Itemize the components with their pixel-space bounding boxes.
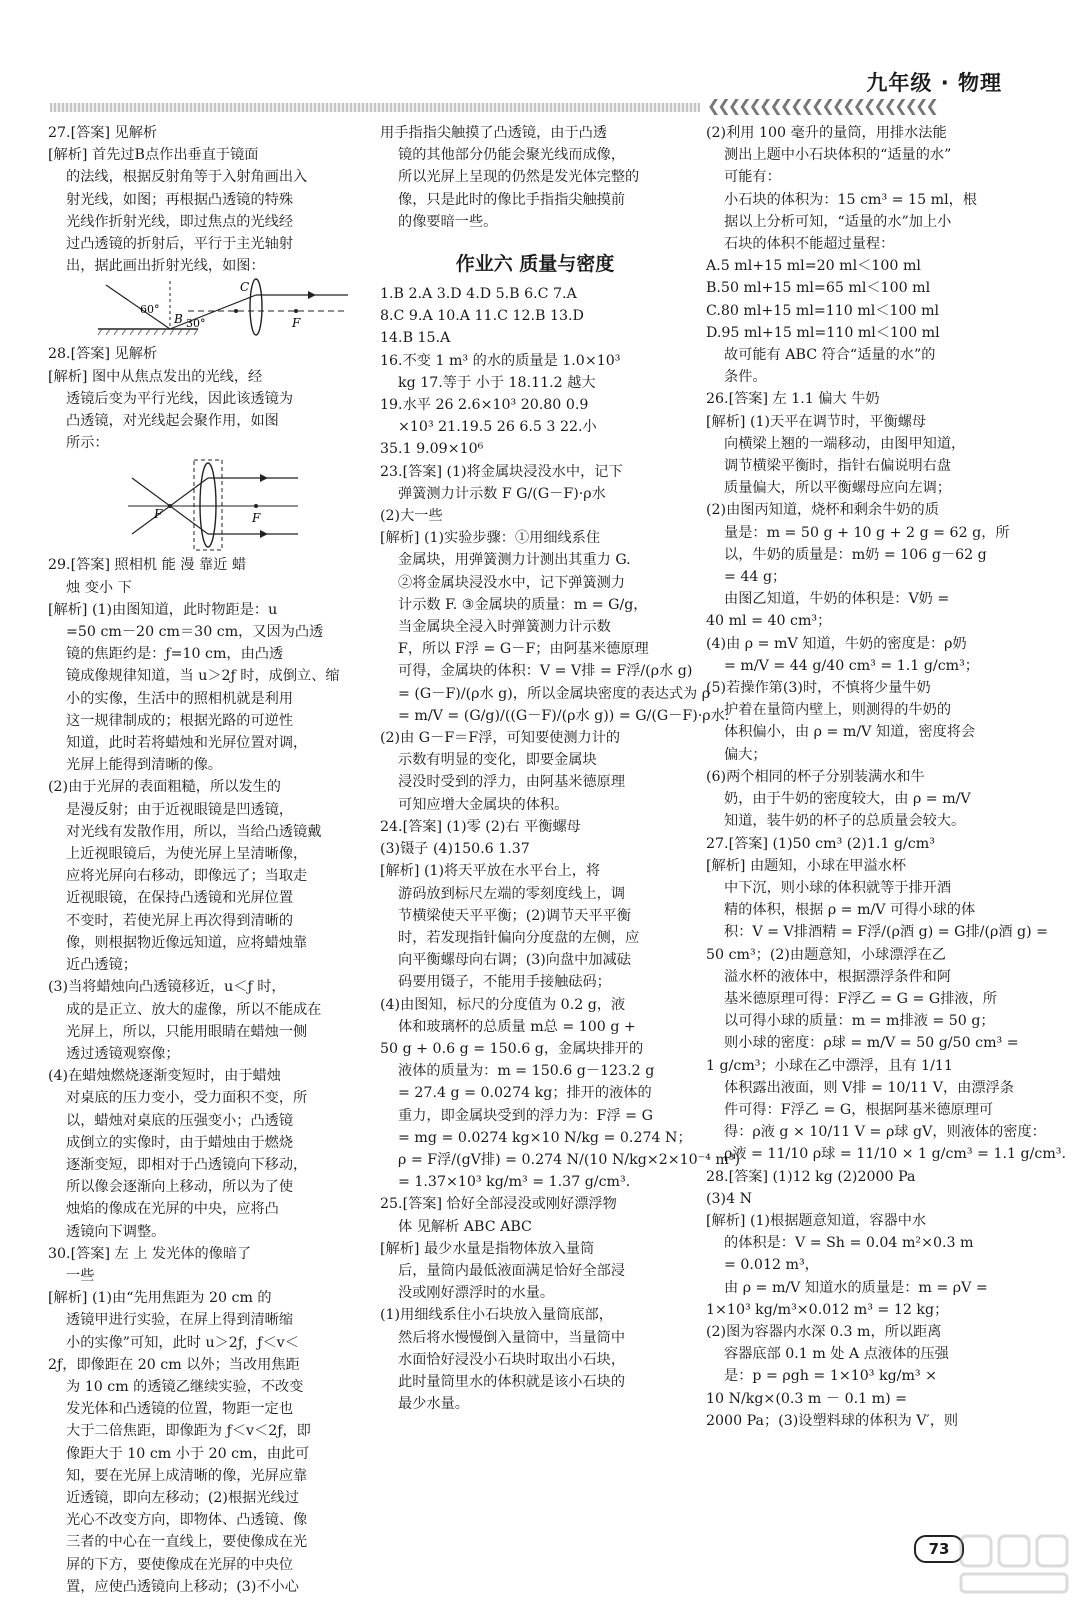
text-line: 近凸透镜； [66,957,137,974]
text-line: 不变时，若使光屏上再次得到清晰的 [66,912,294,929]
text-line: 23.[答案] (1)将金属块浸没水中，记下 [380,463,623,480]
text-line: 镜的其他部分仍能会聚光线而成像， [398,147,626,164]
text-line: 小的实像”可知，此时 u＞2ƒ，ƒ＜v＜ [66,1334,299,1351]
text-line: 条件。 [724,369,767,386]
multiple-choice-answers [380,283,690,350]
text-line: 上近视眼镜后，为使光屏上呈清晰像， [66,846,308,863]
text-line: [解析] (1)将天平放在水平台上，将 [380,863,601,880]
text-line: 屏的下方，要使像成在光屏的中央位 [66,1556,294,1573]
text-line: 示数有明显的变化，即要金属块 [398,752,597,769]
text-line: 所示： [66,435,109,452]
text-line: 用手指指尖触摸了凸透镜，由于凸透 [380,125,608,141]
text-line: [解析] 由题知，小球在甲溢水杯 [706,857,907,874]
text-line: 25.[答案] 恰好全部浸没或刚好漂浮物 [380,1196,617,1213]
text-line: 体积偏小，由 ρ = m/V 知道，密度将会 [724,724,976,741]
text-line: (2)利用 100 毫升的量筒，用排水法能 [706,125,947,141]
text-line: 当金属块全浸入时弹簧测力计示数 [398,619,611,636]
text-line: 是：p = ρgh = 1×10³ kg/m³ × [724,1368,937,1385]
text-line: (4)由 ρ = mV 知道，牛奶的密度是：ρ奶 [706,635,967,652]
text-line: 镜成像规律知道，当 u＞2ƒ 时，成倒立、缩 [66,668,340,685]
text-line: 以，蜡烛对桌底的压强变小；凸透镜 [66,1112,294,1129]
text-line: 逐渐变短，即相对于凸透镜向下移动， [66,1156,308,1173]
figure1-label-f: F [292,316,301,331]
answer-24 [380,816,741,1193]
answer-23 [380,461,730,816]
text-line: 光屏上，所以，只能用眼睛在蜡烛一侧 [66,1023,308,1040]
text-line: 重力，即金属块受到的浮力为：F浮 = G [398,1107,653,1124]
text-line: [解析] 首先过B点作出垂直于镜面 [48,147,259,164]
text-line: [解析] 最少水量是指物体放入量筒 [380,1240,595,1257]
text-line: 透镜向下调整。 [66,1223,166,1240]
text-line: 水面恰好浸没小石块时取出小石块， [398,1351,626,1368]
text-line: [解析] 图中从焦点发出的光线，经 [48,368,263,385]
text-line: 溢水杯的液体中，根据漂浮条件和阿 [724,968,952,985]
section-title: 作业六 质量与密度 [455,253,615,276]
text-line: ×10³ 21.19.5 26 6.5 3 22.小 [398,419,597,436]
text-line: 由 ρ = m/V 知道水的质量是：m = ρV = [724,1279,988,1296]
text-line: 近视眼镜，在保持凸透镜和光屏位置 [66,890,294,907]
text-line: 量是：m = 50 g + 10 g + 2 g = 62 g，所 [724,524,1010,541]
text-line: C.80 ml+15 ml=110 ml＜100 ml [706,302,940,319]
text-line: 50 cm³；(2)由题意知，小球漂浮在乙 [706,946,946,963]
text-line: 此时量筒里水的体积就是该小石块的 [398,1373,626,1390]
text-line: 所以光屏上呈现的仍然是发光体完整的 [398,169,640,186]
text-line: 26.[答案] 左 1.1 偏大 牛奶 [706,391,880,408]
text-line: 节横梁使天平平衡；(2)调节天平平衡 [398,907,631,924]
text-line: ②将金属块浸没水中，记下弹簧测力 [398,574,626,591]
text-line: (2)由于光屏的表面粗糙，所以发生的 [48,779,281,796]
text-line: 像距大于 10 cm 小于 20 cm，由此可 [66,1445,310,1462]
text-line: 24.[答案] (1)零 (2)右 平衡螺母 [380,818,581,835]
text-line: [解析] (1)由“先用焦距为 20 cm 的 [48,1290,272,1307]
text-line: 光屏上能得到清晰的像。 [66,757,223,774]
text-line: = 0.012 m³， [724,1257,819,1274]
text-line: 烛 变小 下 [66,579,132,596]
text-line: 为 10 cm 的透镜乙继续实验，不改变 [66,1378,304,1395]
figure1-label-c: C [240,280,250,295]
text-line: 对桌底的压力变小，受力面积不变，所 [66,1090,308,1107]
text-line: 由图乙知道，牛奶的体积是：V奶 = [724,591,950,608]
text-line: 后，量筒内最低液面满足恰好全部浸 [398,1262,626,1279]
text-line: 弹簧测力计示数 F G/(G－F)·ρ水 [398,485,606,502]
text-line: (3)4 N [706,1190,753,1207]
text-line: 1 g/cm³；小球在乙中漂浮，且有 1/11 [706,1057,953,1074]
text-line: 中下沉，则小球的体积就等于排开酒 [724,879,952,896]
text-line: 可知应增大金属块的体积。 [398,796,569,813]
answer-26 [706,388,1010,832]
text-line: 这一规律制成的；根据光路的可逆性 [66,712,294,729]
text-line: 则小球的密度：ρ球 = m/V = 50 g/50 cm³ = [724,1035,1019,1052]
text-line: 向横梁上翘的一端移动，由图甲知道， [724,435,966,452]
text-line: 向平衡螺母向右调；(3)向盘中加减砝 [398,952,631,969]
text-line: (2)大一些 [380,508,443,525]
text-line: A.5 ml+15 ml=20 ml＜100 ml [706,258,921,275]
figure1-angle-30: 30° [186,317,206,331]
text-line: = (G－F)/(ρ水 g)，所以金属块密度的表达式为 ρ [398,685,711,702]
figure1-label-b: B [174,312,183,327]
text-line: 小石块的体积为：15 cm³ = 15 ml，根 [724,191,977,208]
text-line: 码要用镊子，不能用手接触砝码； [398,974,611,991]
text-line: = mg = 0.0274 kg×10 N/kg = 0.274 N； [398,1129,692,1146]
text-line: 29.[答案] 照相机 能 漫 靠近 蜡 [48,557,247,574]
text-line: 16.不变 1 m³ 的水的质量是 1.0×10³ [380,352,621,369]
text-line: 50 g + 0.6 g = 150.6 g，金属块排开的 [380,1040,644,1057]
answer-25 [380,1193,690,1415]
text-line: 三者的中心在一直线上，要使像成在光 [66,1534,308,1551]
text-line: 凸透镜，对光线起会聚作用，如图 [66,413,279,430]
text-line: 近透镜，即向左移动；(2)根据光线过 [66,1489,299,1506]
text-line: 积：V = V排酒精 = F浮/(ρ酒 g) = G排/(ρ酒 g) = [724,924,1049,941]
text-line: 基米德原理可得：F浮乙 = G = G排液，所 [724,990,997,1007]
text-line: 10 N/kg×(0.3 m － 0.1 m) = [706,1390,908,1407]
text-line: [解析] (1)天平在调节时，平衡螺母 [706,413,927,430]
header-band [50,103,700,112]
text-line: 液体的质量为：m = 150.6 g－123.2 g [398,1063,655,1080]
text-line: 成的是正立、放大的虚像，所以不能成在 [66,1001,322,1018]
text-line: [解析] (1)根据题意知道，容器中水 [706,1212,927,1229]
text-line: 石块的体积不能超过量程： [724,236,895,253]
text-line: 可能有： [724,169,781,186]
text-line: = 44 g； [724,569,787,586]
text-line: 大于二倍焦距，即像距为 ƒ＜v＜2ƒ，即 [66,1423,311,1440]
text-line: F，所以 F浮 = G－F；由阿基米德原理 [398,641,649,658]
answer-27 [48,122,360,277]
text-line: 可得，金属块的体积：V = V排 = F浮/(ρ水 g) [398,663,693,680]
column-right [706,122,1066,1432]
text-line: 射光线，如图；再根据凸透镜的特殊 [66,191,294,208]
answer-27-density [706,833,1066,1166]
text-line: 得：ρ液 g × 10/11 V = ρ球 gV，则液体的密度： [724,1124,1046,1141]
text-line: 2ƒ，即像距在 20 cm 以外；当改用焦距 [48,1356,300,1373]
text-line: (2)由图丙知道，烧杯和剩余牛奶的质 [706,502,939,519]
text-line: 发光体和凸透镜的位置，物距一定也 [66,1401,294,1418]
text-line: 小的实像，生活中的照相机就是利用 [66,690,294,707]
text-line: 透过透镜观察像； [66,1045,180,1062]
text-line: 奶，由于牛奶的密度较大，由 ρ = m/V [724,791,971,808]
text-line: 透镜后变为平行光线，因此该透镜为 [66,390,294,407]
text-line: 的像要暗一些。 [398,213,498,230]
answer-25-continued [706,122,1006,388]
text-line: 知道，装牛奶的杯子的总质量会较大。 [724,813,966,830]
column-left [48,122,360,1598]
text-line: 一些 [66,1267,95,1284]
figure-reflection-refraction [48,277,360,343]
text-line: 精的体积，根据 ρ = m/V 可得小球的体 [724,902,976,919]
text-line: 过凸透镜的折射后，平行于主光轴射 [66,236,294,253]
text-line: 测出上题中小石块体积的“适量的水” [724,147,952,164]
text-line: 的体积是：V = Sh = 0.04 m²×0.3 m [724,1235,974,1252]
text-line: (6)两个相同的杯子分别装满水和牛 [706,768,925,785]
text-line: 光线作折射光线，即过焦点的光线经 [66,213,294,230]
text-line: 时，若发现指针偏向分度盘的左侧，应 [398,929,640,946]
text-line: 2000 Pa；(3)设塑料球的体积为 V′，则 [706,1412,959,1429]
text-line: 体积露出液面，则 V排 = 10/11 V，由漂浮条 [724,1079,1014,1096]
text-line: 容器底部 0.1 m 处 A 点液体的压强 [724,1346,949,1363]
text-line: [解析] (1)实验步骤：①用细线系住 [380,530,601,547]
text-line: ρ = F浮/(gV排) = 0.274 N/(10 N/kg×2×10⁻⁴ m³) [398,1151,741,1168]
text-line: 然后将水慢慢倒入量筒中，当量筒中 [398,1329,626,1346]
text-line: 1×10³ kg/m³×0.012 m³ = 12 kg； [706,1301,949,1318]
text-line: (5)若操作第(3)时，不慎将少量牛奶 [706,680,931,697]
text-line: 应将光屏向右移动，即像远了；当取走 [66,868,308,885]
text-line: kg 17.等于 小于 18.11.2 越大 [398,374,596,391]
text-line: 成倒立的实像时，由于蜡烛由于燃烧 [66,1134,294,1151]
text-line: 镜的焦距约是：ƒ=10 cm，由凸透 [66,646,284,663]
answer-29 [48,554,360,1242]
header-chevrons: ❮❮❮❮❮❮❮❮❮❮❮❮❮❮❮❮❮❮❮❮❮❮ [707,96,936,115]
text-line: 据以上分析可知，“适量的水”加上小 [724,213,952,230]
text-line: 烛焰的像成在光屏的中央，应将凸 [66,1201,279,1218]
page-number: 73 [914,1535,964,1563]
figure-convex-lens [48,454,360,554]
text-line: 光心不改变方向，即物体、凸透镜、像 [66,1512,308,1529]
text-line: 1.B 2.A 3.D 4.D 5.B 6.C 7.A [380,286,577,303]
text-line: 19.水平 26 2.6×10³ 20.80 0.9 [380,397,589,414]
text-line: B.50 ml+15 ml=65 ml＜100 ml [706,280,931,297]
text-line: = 1.37×10³ kg/m³ = 1.37 g/cm³. [398,1174,631,1191]
text-line: (3)镊子 (4)150.6 1.37 [380,841,530,858]
text-line: 知，要在光屏上成清晰的像，光屏应靠 [66,1467,308,1484]
text-line: 件可得：F浮乙 = G，根据阿基米德原理可 [724,1101,994,1118]
answer-28-pressure [706,1166,1006,1432]
text-line: [解析] (1)由图知道，此时物距是：u [48,601,278,618]
answer-30 [48,1243,360,1598]
text-line: 调节横梁平衡时，指针右偏说明右盘 [724,458,952,475]
text-line: 28.[答案] (1)12 kg (2)2000 Pa [706,1168,916,1185]
header-title: 九年级 · 物理 [866,71,1002,95]
text-line: 以可得小球的质量：m = m排液 = 50 g； [724,1013,995,1030]
text-line: 没或刚好漂浮时的水量。 [398,1285,555,1302]
text-line: 27.[答案] (1)50 cm³ (2)1.1 g/cm³ [706,835,935,852]
text-line: 金属块，用弹簧测力计测出其重力 G. [398,552,631,569]
text-line: 以，牛奶的质量是：m奶 = 106 g－62 g [724,546,987,563]
text-line: 知道，此时若将蜡烛和光屏位置对调， [66,735,308,752]
text-line: 40 ml = 40 cm³； [706,613,832,630]
text-line: 体和玻璃杯的总质量 m总 = 100 g + [398,1018,636,1035]
text-line: 28.[答案] 见解析 [48,346,158,363]
text-line: 出，据此画出折射光线，如图： [66,258,265,275]
fill-blank-answers [380,350,690,461]
text-line: 对光线有发散作用，所以，当给凸透镜戴 [66,823,322,840]
text-line: 游码放到标尺左端的零刻度线上，调 [398,885,626,902]
text-line: 最少水量。 [398,1396,469,1413]
text-line: 的法线，根据反射角等于入射角画出入 [66,169,308,186]
text-line: 透镜甲进行实验，在屏上得到清晰缩 [66,1312,294,1329]
answer-28 [48,343,360,454]
text-line: (1)用细线系住小石块放入量筒底部， [380,1307,613,1324]
text-line: 置，应使凸透镜向上移动；(3)不小心 [66,1578,299,1595]
text-line: (4)由图知，标尺的分度值为 0.2 g，液 [380,996,626,1013]
text-line: 14.B 15.A [380,330,451,347]
text-line: =50 cm－20 cm＝30 cm，又因为凸透 [66,624,324,641]
figure2-label-f-left: F [154,507,163,522]
text-line: 35.1 9.09×10⁶ [380,441,484,458]
text-line: 故可能有 ABC 符合“适量的水”的 [724,347,936,364]
text-line: (3)当将蜡烛向凸透镜移近，u＜ƒ 时， [48,979,286,996]
text-line: = m/V = (G/g)/((G－F)/(ρ水 g)) = G/(G－F)·ρ水. [398,707,730,724]
text-line: 计示数 F. ③金属块的质量：m = G/g， [398,596,648,613]
figure1-angle-60: 60° [140,303,160,317]
text-line: 30.[答案] 左 上 发光体的像暗了 [48,1245,252,1262]
figure2-label-f-right: F [252,511,261,526]
text-line: 护着在量筒内壁上，则测得的牛奶的 [724,702,952,719]
watermark-logo [955,1530,1075,1600]
text-line: (2)由 G－F＝F浮，可知要使测力计的 [380,730,621,747]
text-line: 8.C 9.A 10.A 11.C 12.B 13.D [380,308,584,325]
text-line: = m/V = 44 g/40 cm³ = 1.1 g/cm³； [724,657,979,674]
text-line: 是漫反射；由于近视眼镜是凹透镜， [66,801,294,818]
text-line: 偏大； [724,746,767,763]
text-line: ρ液 = 11/10 ρ球 = 11/10 × 1 g/cm³ = 1.1 g/cm³. [724,1146,1066,1163]
text-line: (4)在蜡烛燃烧逐渐变短时，由于蜡烛 [48,1068,281,1085]
text-line: 所以像会逐渐向上移动，所以为了使 [66,1179,294,1196]
answer-30-continued [380,122,690,233]
text-line: D.95 ml+15 ml=110 ml＜100 ml [706,324,940,341]
text-line: 体 见解析 ABC ABC [398,1218,532,1235]
text-line: 像，则根据物近像远知道，应将蜡烛靠 [66,934,308,951]
text-line: 27.[答案] 见解析 [48,125,158,141]
text-line: = 27.4 g = 0.0274 kg；排开的液体的 [398,1085,652,1102]
text-line: (2)图为容器内水深 0.3 m，所以距离 [706,1323,942,1340]
text-line: 像，只是此时的像比手指指尖触摸前 [398,191,626,208]
text-line: 质量偏大，所以平衡螺母应向左调； [724,480,952,497]
text-line: 浸没时受到的浮力，由阿基米德原理 [398,774,626,791]
